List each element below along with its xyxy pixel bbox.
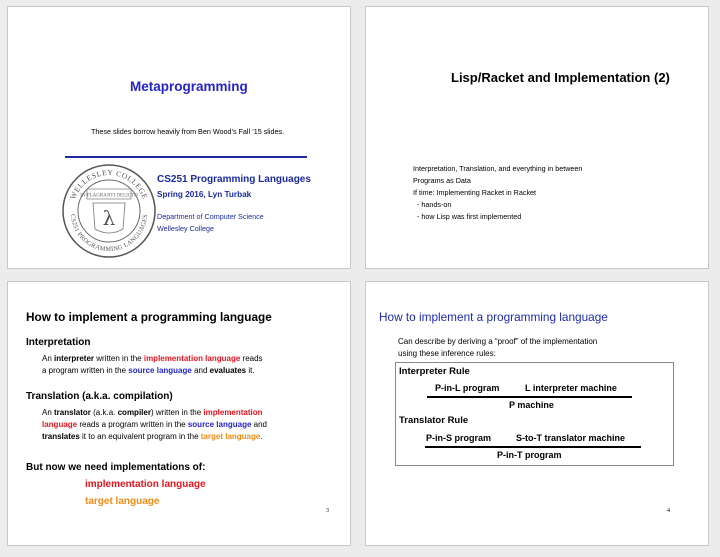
intro-line: Can describe by deriving a “proof” of the implementation xyxy=(398,337,598,346)
slide-1 xyxy=(7,6,351,269)
svg-text:CS251 PROGRAMMING LANGUAGES: CS251 PROGRAMMING LANGUAGES xyxy=(68,213,150,254)
slide-title: How to implement a programming language xyxy=(26,310,272,324)
rule-premise: L interpreter machine xyxy=(525,383,617,393)
translation-heading: Translation (a.k.a. compilation) xyxy=(26,391,173,402)
interpreter-rule-label: Interpreter Rule xyxy=(399,366,470,377)
rule-conclusion: P machine xyxy=(509,400,554,410)
college: Wellesley College xyxy=(157,224,214,233)
svg-text:WELLESLEY COLLEGE: WELLESLEY COLLEGE xyxy=(68,167,150,201)
translator-rule-label: Translator Rule xyxy=(399,415,469,426)
translation-text: An translator (a.k.a. compiler) written in the implementation language reads a program written in the source language and translates it to an equivalent program in the target language. xyxy=(42,408,267,441)
slide-title: How to implement a programming language xyxy=(379,310,608,324)
rule-conclusion: P-in-T program xyxy=(497,450,562,460)
slide-title: Metaprogramming xyxy=(130,79,248,94)
need-heading: But now we need implementations of: xyxy=(26,462,206,473)
rule-premise: S-to-T translator machine xyxy=(516,433,626,443)
inference-bar xyxy=(427,396,632,398)
slide-2 xyxy=(365,6,709,269)
bullet-item: - hands-on xyxy=(413,200,452,209)
college-seal xyxy=(61,163,157,259)
credit-line: These slides borrow heavily from Ben Wood’s Fall ’15 slides. xyxy=(91,127,285,136)
svg-text:λ: λ xyxy=(102,206,116,230)
interpretation-heading: Interpretation xyxy=(26,337,91,348)
intro-line: using these inference rules: xyxy=(398,349,496,358)
page-number: 4 xyxy=(667,508,670,514)
slide-3 xyxy=(7,281,351,546)
department: Department of Computer Science xyxy=(157,212,264,221)
need-item-implementation: implementation language xyxy=(85,479,206,490)
slide-4 xyxy=(365,281,709,546)
divider xyxy=(65,156,307,158)
bullet-item: If time: Implementing Racket in Racket xyxy=(413,188,537,197)
bullet-item: - how Lisp was first implemented xyxy=(413,212,522,221)
course-name: CS251 Programming Languages xyxy=(157,174,311,185)
inference-bar xyxy=(425,446,641,448)
interpretation-text: An interpreter written in the implementation language reads a program written in the source language and evaluates it. xyxy=(42,354,263,375)
page-number: 3 xyxy=(326,508,329,514)
bullet-item: Programs as Data xyxy=(413,176,471,185)
bullet-item: Interpretation, Translation, and everything in between xyxy=(413,164,583,173)
need-item-target: target language xyxy=(85,496,160,507)
svg-text:IN FLAGRANTI DELICTO: IN FLAGRANTI DELICTO xyxy=(80,193,138,199)
rule-premise: P-in-S program xyxy=(426,433,492,443)
term-instructor: Spring 2016, Lyn Turbak xyxy=(157,190,252,199)
rule-premise: P-in-L program xyxy=(435,383,500,393)
slide-title: Lisp/Racket and Implementation (2) xyxy=(451,70,670,85)
